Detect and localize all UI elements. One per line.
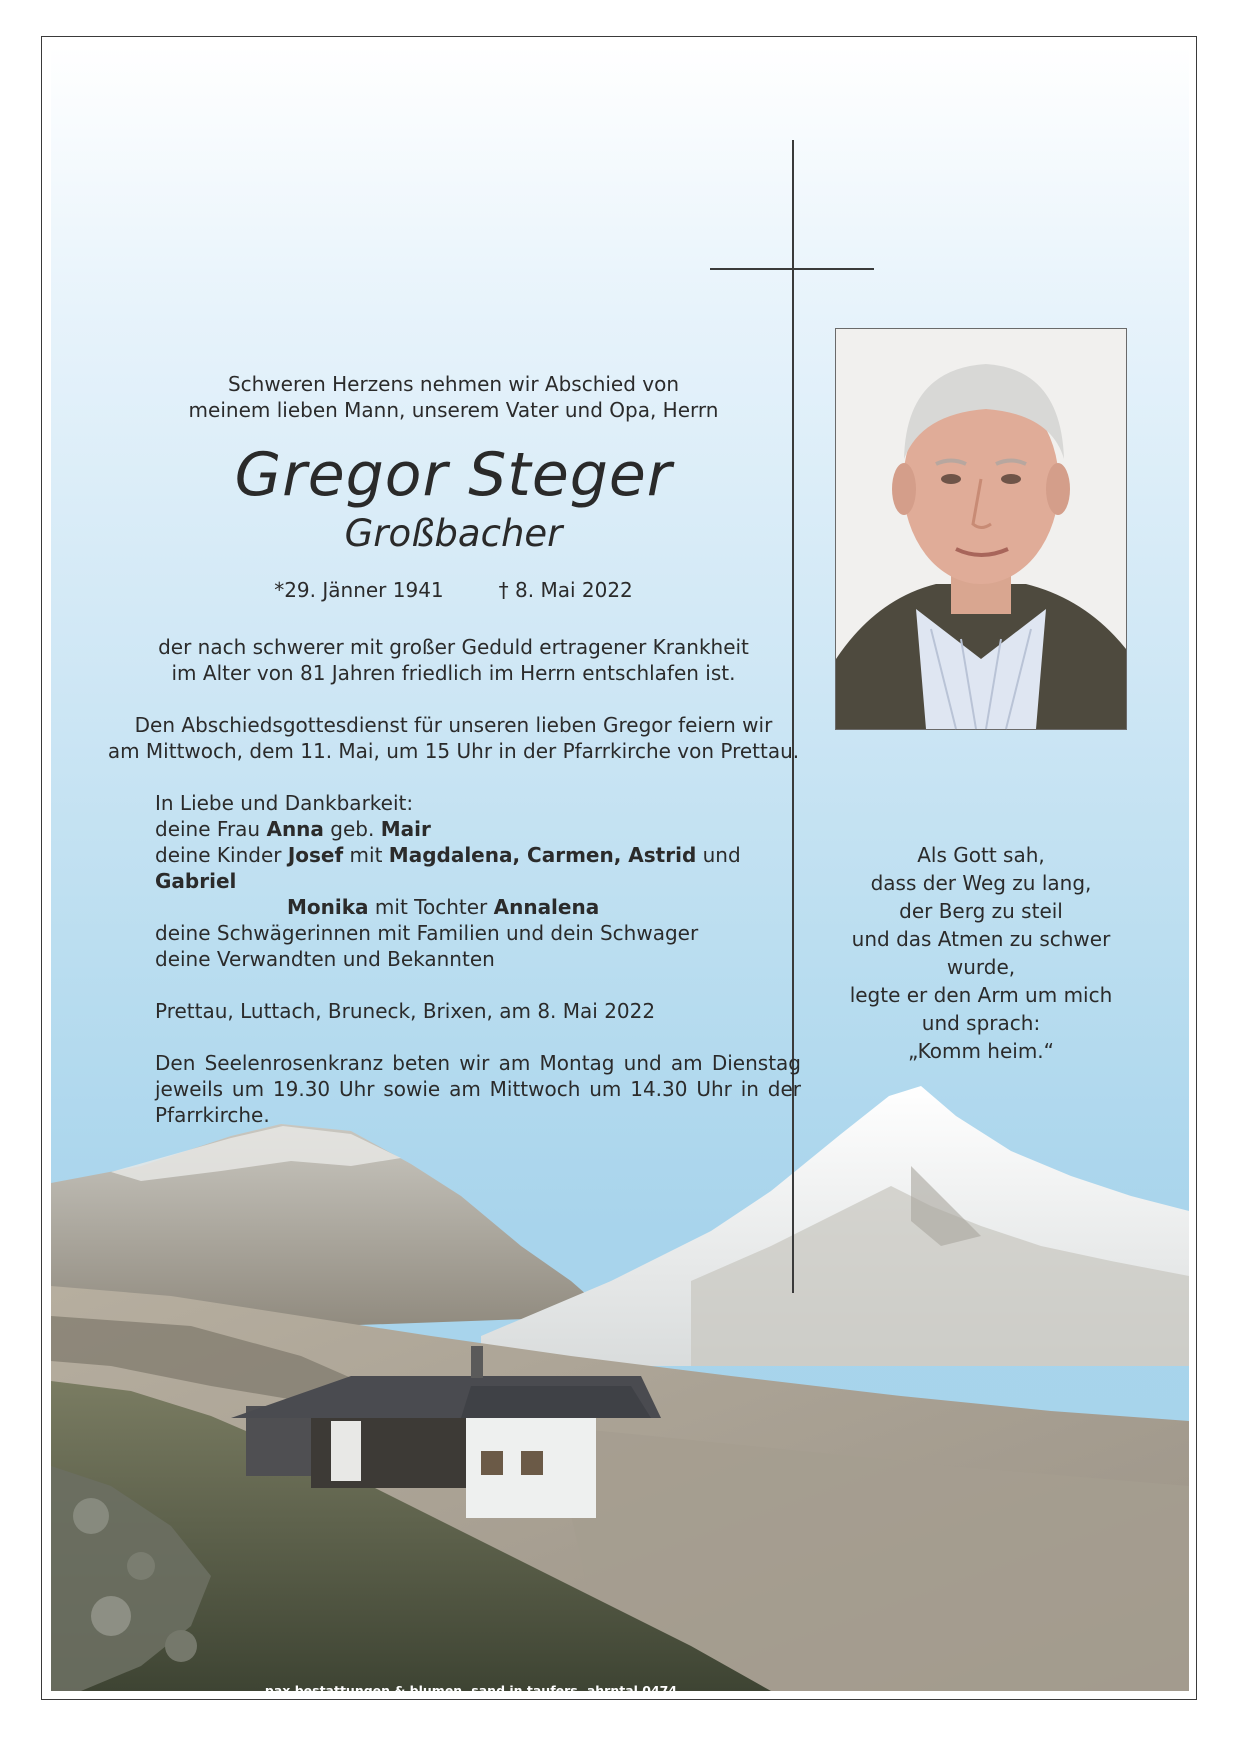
grandchild-name: Annalena bbox=[493, 895, 600, 919]
funeral-home-footer bbox=[251, 1681, 691, 1741]
life-dates bbox=[101, 578, 806, 602]
poem bbox=[835, 841, 1127, 1065]
mourner-children bbox=[155, 842, 806, 894]
deceased-name: Gregor Steger bbox=[234, 440, 673, 510]
portrait-image bbox=[836, 329, 1126, 729]
intro-line-2: meinem lieben Mann, unserem Vater und Opa, Herrn bbox=[188, 398, 719, 422]
wife-mid: geb. bbox=[323, 817, 381, 841]
obituary-panel bbox=[51, 46, 1189, 1738]
child-3-mid: mit Tochter bbox=[368, 895, 494, 919]
mourners-list bbox=[101, 790, 806, 972]
wife-name: Anna bbox=[266, 817, 324, 841]
poem-line: „Komm heim.“ bbox=[907, 1039, 1055, 1063]
child-1-name: Josef bbox=[287, 843, 344, 867]
intro-text bbox=[101, 371, 806, 423]
child-2-name: Gabriel bbox=[155, 869, 237, 893]
mourners-heading: In Liebe und Dankbarkeit: bbox=[155, 791, 414, 815]
illness-line-2: im Alter von 81 Jahren friedlich im Herrn entschlafen ist. bbox=[171, 661, 736, 685]
illness-text bbox=[101, 634, 806, 686]
death-date: † 8. Mai 2022 bbox=[498, 578, 633, 602]
place-and-date: Prettau, Luttach, Bruneck, Brixen, am 8. Mai 2022 bbox=[155, 999, 656, 1023]
children-prefix: deine Kinder bbox=[155, 843, 288, 867]
mourner-wife bbox=[155, 816, 806, 842]
child-1-partners: Magdalena, Carmen, Astrid bbox=[388, 843, 697, 867]
poem-line: wurde, bbox=[946, 955, 1016, 979]
mourner-in-laws: deine Schwägerinnen mit Familien und dein Schwager bbox=[155, 921, 699, 945]
and-word: und bbox=[696, 843, 741, 867]
main-text-column bbox=[101, 371, 806, 1128]
birth-date: *29. Jänner 1941 bbox=[274, 578, 444, 602]
mourner-relatives: deine Verwandten und Bekannten bbox=[155, 947, 495, 971]
poem-line: und sprach: bbox=[921, 1011, 1041, 1035]
poem-line: und das Atmen zu schwer bbox=[851, 927, 1111, 951]
portrait-photo bbox=[835, 328, 1127, 730]
service-line-2: am Mittwoch, dem 11. Mai, um 15 Uhr in der Pfarrkirche von Prettau. bbox=[107, 739, 800, 763]
footer-line-2: traueranzeigen online: www.pax.bz.it bbox=[338, 1723, 604, 1738]
cross-horizontal-beam bbox=[710, 268, 874, 270]
illness-line-1: der nach schwerer mit großer Geduld ertragener Krankheit bbox=[158, 635, 749, 659]
poem-line: dass der Weg zu lang, bbox=[870, 871, 1092, 895]
mourner-child-3 bbox=[155, 894, 806, 920]
wife-maiden-name: Mair bbox=[380, 817, 431, 841]
deceased-nickname: Großbacher bbox=[344, 512, 563, 555]
footer-line-1: pax bestattungen & blumen, sand in taufers, ahrntal 0474 652068 bbox=[264, 1683, 678, 1718]
with-word: mit bbox=[343, 843, 389, 867]
rosary-text: Den Seelenrosenkranz beten wir am Montag und am Dienstag jeweils um 19.30 Uhr sowie am Mittwoch um 14.30 Uhr in der Pfarrkirche. bbox=[155, 1051, 801, 1127]
funeral-service-text bbox=[101, 712, 806, 764]
poem-line: der Berg zu steil bbox=[899, 899, 1063, 923]
poem-line: Als Gott sah, bbox=[917, 843, 1045, 867]
service-line-1: Den Abschiedsgottesdienst für unseren lieben Gregor feiern wir bbox=[134, 713, 773, 737]
wife-prefix: deine Frau bbox=[155, 817, 267, 841]
intro-line-1: Schweren Herzens nehmen wir Abschied von bbox=[227, 372, 680, 396]
child-3-name: Monika bbox=[287, 895, 369, 919]
poem-line: legte er den Arm um mich bbox=[849, 983, 1113, 1007]
